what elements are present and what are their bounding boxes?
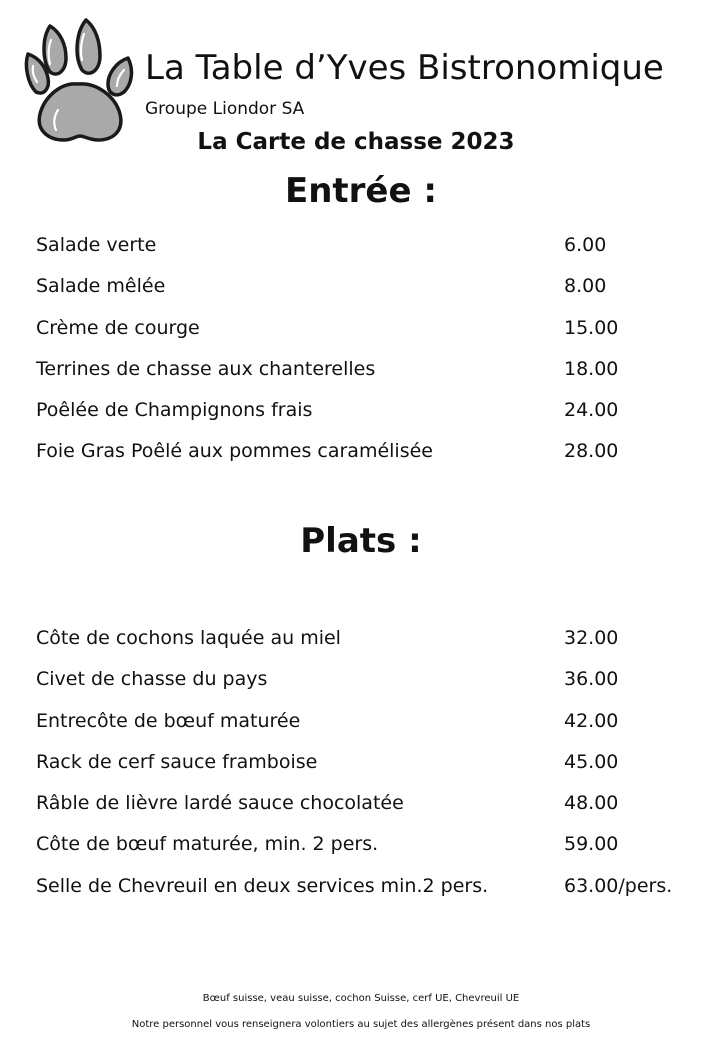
item-name: Entrecôte de bœuf maturée xyxy=(36,709,301,732)
item-price: 45.00 xyxy=(564,750,619,773)
menu-item xyxy=(36,709,696,750)
menu-item xyxy=(36,357,696,398)
item-price: 59.00 xyxy=(564,833,619,856)
item-price: 63.00/pers. xyxy=(564,874,673,897)
item-name: Râble de lièvre lardé sauce chocolatée xyxy=(36,792,404,815)
entree-list xyxy=(36,233,696,481)
item-name: Selle de Chevreuil en deux services min.2 pers. xyxy=(36,874,489,897)
item-price: 36.00 xyxy=(564,668,619,691)
item-name: Crème de courge xyxy=(36,316,200,339)
item-price: 24.00 xyxy=(564,399,619,422)
menu-item xyxy=(36,832,696,873)
menu-item xyxy=(36,626,696,667)
item-name: Foie Gras Poêlé aux pommes caramélisée xyxy=(36,440,433,463)
item-name: Poêlée de Champignons frais xyxy=(36,399,313,422)
item-name: Rack de cerf sauce framboise xyxy=(36,750,318,773)
item-price: 6.00 xyxy=(564,234,607,256)
menu-item xyxy=(36,439,696,480)
origin-note: Bœuf suisse, veau suisse, cochon Suisse, cerf UE, Chevreuil UE xyxy=(202,993,520,1004)
item-price: 8.00 xyxy=(564,275,607,298)
item-price: 18.00 xyxy=(564,357,619,380)
menu-title: La Carte de chasse 2023 xyxy=(197,129,515,155)
menu-item xyxy=(36,274,696,315)
allergen-note: Notre personnel vous renseignera volontiers au sujet des allergènes présent dans nos plats xyxy=(131,1019,591,1030)
menu-item xyxy=(36,316,696,357)
item-price: 15.00 xyxy=(564,316,619,339)
item-name: Côte de cochons laquée au miel xyxy=(36,627,341,649)
item-name: Salade mêlée xyxy=(36,275,166,298)
menu-item xyxy=(36,874,696,915)
menu-item xyxy=(36,791,696,832)
restaurant-name: La Table d’Yves Bistronomique xyxy=(145,48,664,88)
item-name: Salade verte xyxy=(36,234,157,256)
item-price: 28.00 xyxy=(564,440,619,463)
item-name: Civet de chasse du pays xyxy=(36,668,268,691)
plats-list xyxy=(36,626,696,915)
section-title-entree: Entrée : xyxy=(284,171,437,211)
menu-item xyxy=(36,398,696,439)
item-price: 32.00 xyxy=(564,627,619,649)
menu-item xyxy=(36,667,696,708)
menu-item xyxy=(36,233,696,274)
item-name: Terrines de chasse aux chanterelles xyxy=(36,357,376,380)
group-name: Groupe Liondor SA xyxy=(145,99,305,119)
item-price: 48.00 xyxy=(564,792,619,815)
menu-item xyxy=(36,750,696,791)
section-title-plats: Plats : xyxy=(300,521,422,561)
item-name: Côte de bœuf maturée, min. 2 pers. xyxy=(36,833,379,856)
item-price: 42.00 xyxy=(564,709,619,732)
